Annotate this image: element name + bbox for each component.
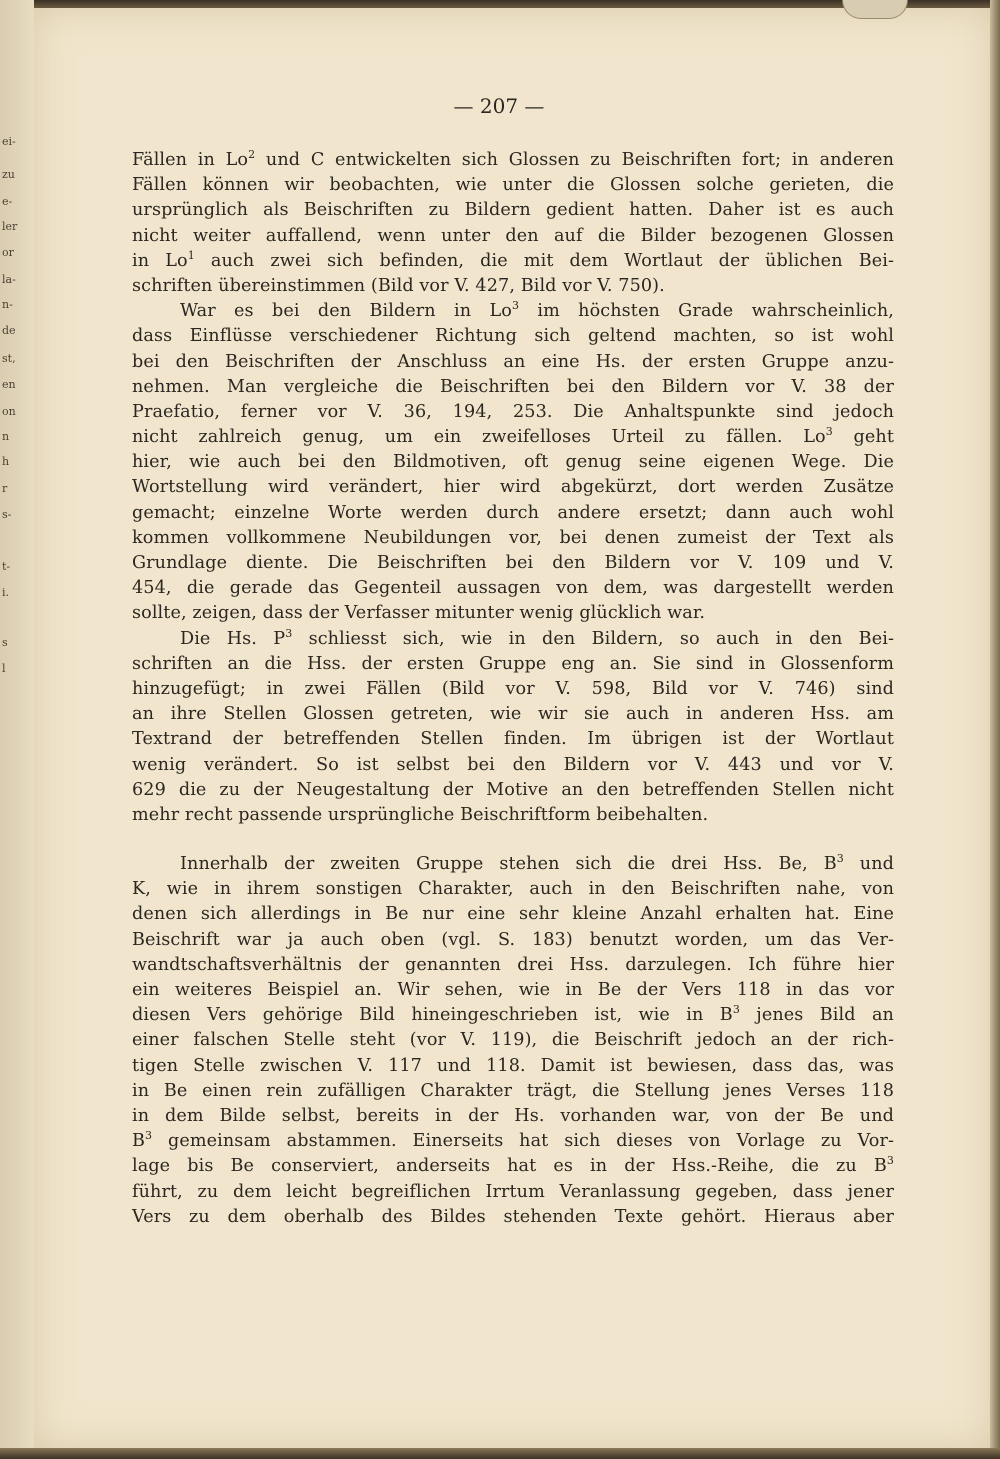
- text-segment: War es bei den Bildern in Lo: [180, 301, 512, 322]
- text-segment: B: [132, 1131, 146, 1152]
- text-line: [132, 852, 894, 877]
- text-line: [132, 501, 894, 526]
- text-line: [132, 274, 894, 299]
- text-line: [132, 249, 894, 274]
- margin-fragment: zu: [2, 168, 15, 181]
- text-line: [132, 978, 894, 1003]
- text-segment: und: [843, 854, 894, 875]
- text-line: [132, 400, 894, 425]
- superscript: 3: [732, 1003, 740, 1017]
- text-segment: wenig verändert. So ist selbst bei den Bildern vor V. 443 und vor V.: [132, 754, 894, 775]
- text-segment: hinzugefügt; in zwei Fällen (Bild vor V. 598, Bild vor V. 746) sind: [132, 678, 894, 699]
- text-line: [132, 1154, 894, 1179]
- text-segment: in dem Bilde selbst, bereits in der Hs. vorhanden war, von der Be und: [132, 1105, 894, 1126]
- page-number: — 207 —: [453, 94, 545, 118]
- margin-fragment: n-: [2, 298, 13, 311]
- text-line: [132, 198, 894, 223]
- text-segment: an ihre Stellen Glossen getreten, wie wir sie auch in anderen Hss. am: [132, 704, 894, 725]
- text-segment: und C entwickelten sich Glossen zu Beischriften fort; in anderen: [255, 150, 894, 170]
- superscript: 3: [285, 626, 293, 640]
- text-segment: 629 die zu der Neugestaltung der Motive an den betreffenden Stellen nicht: [132, 779, 894, 800]
- superscript: 1: [187, 248, 195, 262]
- text-line: [132, 299, 894, 324]
- page-right-edge: [990, 0, 1000, 1459]
- text-line: [132, 551, 894, 576]
- text-segment: Fällen können wir beobachten, wie unter die Glossen solche gerieten, die: [132, 175, 894, 196]
- margin-fragment: s: [2, 636, 8, 649]
- text-segment: kommen vollkommene Neubildungen vor, bei denen zumeist der Text als: [132, 527, 894, 548]
- text-line: [132, 601, 894, 626]
- text-segment: Vers zu dem oberhalb des Bildes stehenden Texte gehört. Hieraus aber: [132, 1206, 894, 1227]
- text-segment: schriften an die Hss. der ersten Gruppe eng an. Sie sind in Glossenform: [132, 653, 894, 674]
- text-line: [132, 148, 894, 173]
- text-line: [132, 375, 894, 400]
- text-segment: auch zwei sich befinden, die mit dem Wortlaut der üblichen Bei-: [194, 250, 895, 271]
- text-segment: diesen Vers gehörige Bild hineingeschrieben ist, wie in B: [132, 1005, 733, 1026]
- text-line: [132, 526, 894, 551]
- text-segment: Beischrift war ja auch oben (vgl. S. 183) benutzt worden, um das Ver-: [132, 929, 894, 950]
- margin-fragment: t-: [2, 560, 11, 573]
- margin-fragment: h: [2, 455, 10, 468]
- text-segment: ein weiteres Beispiel an. Wir sehen, wie in Be der Vers 118 in das vor: [132, 980, 894, 1000]
- text-segment: mehr recht passende ursprüngliche Beischriftform beibehalten.: [132, 804, 709, 825]
- text-line: [132, 928, 894, 953]
- margin-fragment: l: [2, 662, 6, 675]
- text-segment: schliesst sich, wie in den Bildern, so auch in den Bei-: [292, 628, 894, 649]
- text-segment: im höchsten Grade wahrscheinlich,: [519, 301, 894, 322]
- text-line: [132, 173, 894, 198]
- text-segment: Grundlage diente. Die Beischriften bei den Bildern vor V. 109 und V.: [132, 553, 894, 573]
- text-segment: nicht weiter auffallend, wenn unter den auf die Bilder bezogenen Glossen: [132, 225, 894, 246]
- text-segment: denen sich allerdings in Be nur eine sehr kleine Anzahl erhalten hat. Eine: [132, 904, 894, 925]
- page-bottom-edge: [0, 1448, 1000, 1459]
- text-line: [132, 953, 894, 978]
- text-segment: in Lo: [132, 250, 188, 271]
- margin-fragment: r: [2, 482, 8, 495]
- text-line: [132, 1129, 894, 1154]
- margin-fragment: on: [2, 405, 16, 418]
- text-segment: dass Einflüsse verschiedener Richtung sich geltend machten, so ist wohl: [132, 326, 894, 347]
- margin-fragment: s-: [2, 508, 12, 521]
- superscript: 3: [886, 1154, 894, 1168]
- text-segment: hier, wie auch bei den Bildmotiven, oft genug seine eigenen Wege. Die: [132, 452, 894, 473]
- text-line: [132, 1054, 894, 1079]
- text-line: [132, 1180, 894, 1205]
- paragraph: [132, 852, 894, 1230]
- text-segment: gemeinsam abstammen. Einerseits hat sich dieses von Vorlage zu Vor-: [152, 1131, 894, 1152]
- text-line: [132, 1079, 894, 1104]
- margin-fragment: en: [2, 378, 16, 391]
- superscript: 3: [511, 299, 520, 313]
- book-page: [34, 8, 992, 1448]
- facing-page-margin: [0, 0, 34, 1459]
- text-line: [132, 677, 894, 702]
- text-segment: einer falschen Stelle steht (vor V. 119), die Beischrift jedoch an der rich-: [132, 1030, 894, 1051]
- text-segment: tigen Stelle zwischen V. 117 und 118. Damit ist bewiesen, dass das, was: [132, 1055, 894, 1076]
- text-segment: Praefatio, ferner vor V. 36, 194, 253. Die Anhaltspunkte sind jedoch: [132, 401, 894, 422]
- paragraph: [132, 299, 894, 626]
- text-line: [132, 727, 894, 752]
- margin-fragment: ler: [2, 220, 18, 233]
- text-segment: führt, zu dem leicht begreiflichen Irrtum Veranlassung gegeben, dass jener: [132, 1181, 894, 1202]
- text-segment: Innerhalb der zweiten Gruppe stehen sich die drei Hss. Be, B: [180, 854, 837, 875]
- text-line: [132, 425, 894, 450]
- text-line: [132, 803, 894, 828]
- margin-fragment: n: [2, 430, 10, 443]
- text-segment: gemacht; einzelne Worte werden durch andere ersetzt; dann auch wohl: [132, 502, 894, 523]
- body-text: [132, 148, 894, 1230]
- section-gap: [132, 828, 894, 852]
- text-segment: geht: [832, 427, 895, 448]
- text-segment: lage bis Be conserviert, anderseits hat es in der Hss.-Reihe, die zu B: [132, 1156, 887, 1177]
- text-segment: sollte, zeigen, dass der Verfasser mitunter wenig glücklich war.: [132, 603, 706, 624]
- text-line: [132, 627, 894, 652]
- text-segment: Wortstellung wird verändert, hier wird abgekürzt, dort werden Zusätze: [132, 477, 894, 498]
- margin-fragment: e-: [2, 195, 13, 208]
- text-line: [132, 1104, 894, 1129]
- text-segment: Textrand der betreffenden Stellen finden. Im übrigen ist der Wortlaut: [132, 729, 894, 750]
- text-segment: Fällen in Lo: [132, 150, 249, 170]
- text-segment: nehmen. Man vergleiche die Beischriften bei den Bildern vor V. 38 der: [132, 376, 894, 397]
- text-segment: bei den Beischriften der Anschluss an eine Hs. der ersten Gruppe anzu-: [132, 351, 894, 372]
- text-line: [132, 702, 894, 727]
- text-line: [132, 902, 894, 927]
- text-segment: ursprünglich als Beischriften zu Bildern gedient hatten. Daher ist es auch: [132, 200, 894, 221]
- margin-fragment: de: [2, 324, 16, 337]
- text-segment: nicht zahlreich genug, um ein zweifelloses Urteil zu fällen. Lo: [132, 427, 826, 448]
- superscript: 3: [145, 1129, 153, 1143]
- text-line: [132, 778, 894, 803]
- superscript: 3: [836, 852, 844, 866]
- text-segment: 454, die gerade das Gegenteil aussagen von dem, was dargestellt werden: [132, 578, 894, 599]
- text-line: [132, 877, 894, 902]
- superscript: 3: [825, 425, 833, 439]
- binding-clip: [842, 0, 908, 19]
- text-segment: Die Hs. P: [180, 628, 286, 649]
- margin-fragment: la-: [2, 273, 16, 286]
- text-line: [132, 324, 894, 349]
- text-segment: K, wie in ihrem sonstigen Charakter, auch in den Beischriften nahe, von: [132, 879, 894, 900]
- text-segment: schriften übereinstimmen (Bild vor V. 427, Bild vor V. 750).: [132, 275, 665, 296]
- text-line: [132, 475, 894, 500]
- text-line: [132, 1205, 894, 1230]
- text-line: [132, 450, 894, 475]
- text-line: [132, 652, 894, 677]
- margin-fragment: or: [2, 246, 14, 259]
- text-line: [132, 753, 894, 778]
- text-line: [132, 224, 894, 249]
- text-line: [132, 350, 894, 375]
- text-line: [132, 1003, 894, 1028]
- margin-fragment: i.: [2, 586, 10, 599]
- text-segment: in Be einen rein zufälligen Charakter trägt, die Stellung jenes Verses 118: [132, 1080, 894, 1101]
- margin-fragment: st,: [2, 352, 16, 365]
- text-segment: jenes Bild an: [739, 1005, 894, 1026]
- text-segment: wandtschaftsverhältnis der genannten drei Hss. darzulegen. Ich führe hier: [132, 954, 894, 975]
- superscript: 2: [248, 148, 256, 162]
- text-line: [132, 1028, 894, 1053]
- paragraph: [132, 627, 894, 829]
- margin-fragment: ei-: [2, 135, 16, 148]
- text-line: [132, 576, 894, 601]
- paragraph: [132, 148, 894, 299]
